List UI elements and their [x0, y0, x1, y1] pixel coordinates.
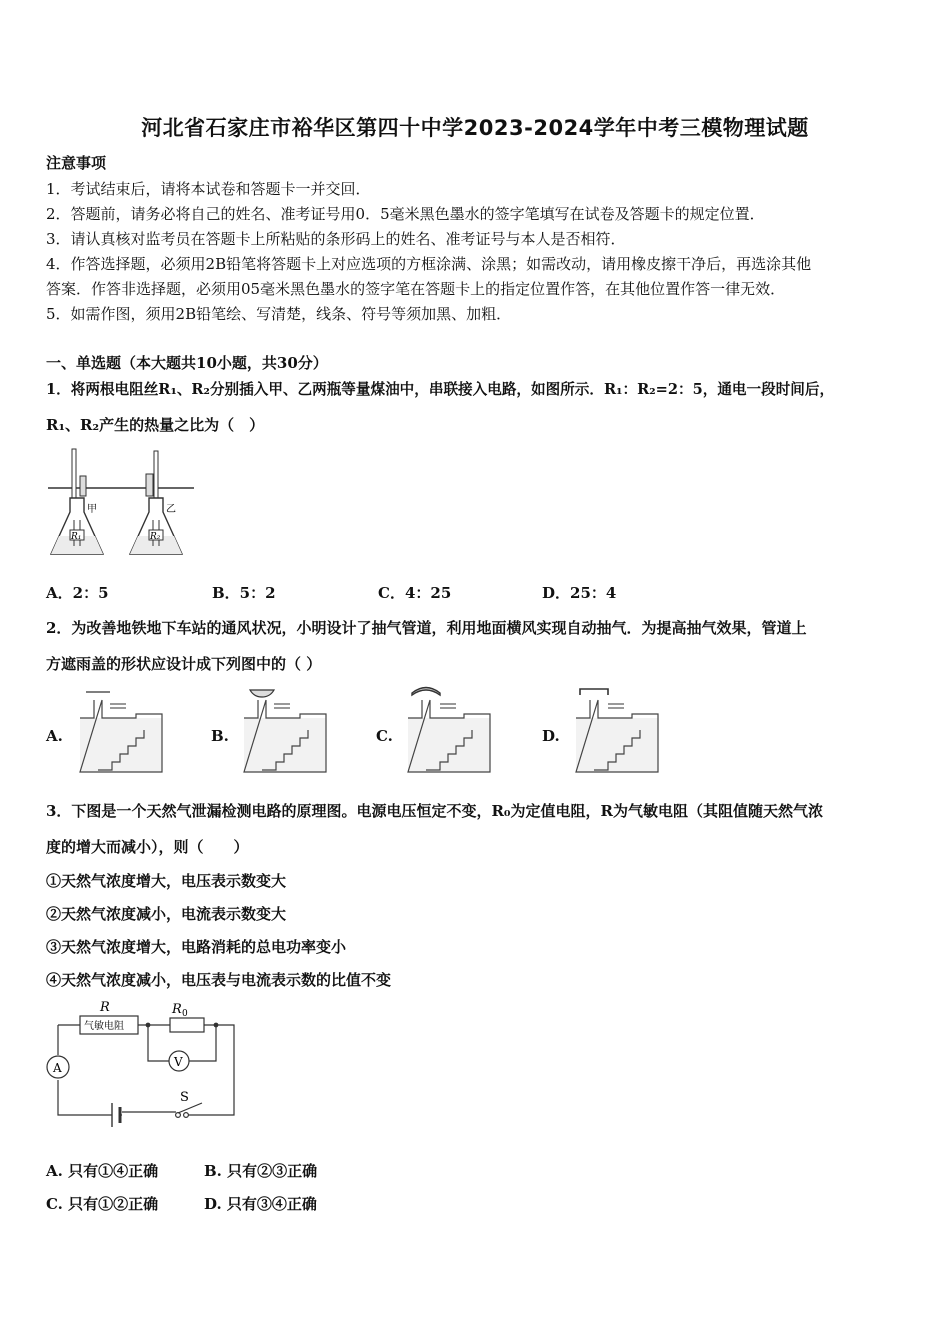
q1-flask-figure — [46, 446, 196, 564]
q2-option-b[interactable]: B. — [211, 727, 229, 745]
q3-r-label: R — [100, 1000, 110, 1015]
q3-statement-3: ③天然气浓度增大，电路消耗的总电功率变小 — [46, 938, 347, 956]
q1-option-d[interactable]: D．25：4 — [542, 584, 617, 602]
q3-r-box-label: 气敏电阻 — [84, 1021, 124, 1032]
q3-statement-4: ④天然气浓度减小，电压表与电流表示数的比值不变 — [46, 971, 392, 989]
q3-stem-line2: 度的增大而减小），则（ ） — [46, 838, 249, 856]
notice-item: 1．考试结束后，请将本试卷和答题卡一并交回． — [46, 180, 371, 198]
notice-item: 4．作答选择题，必须用2B铅笔将答题卡上对应选项的方框涂满、涂黑；如需改动，请用橡皮擦干净后，再选涂其他 — [46, 255, 812, 273]
q3-option-c[interactable]: C. 只有①②正确 — [46, 1195, 159, 1213]
q3-option-b[interactable]: B. 只有②③正确 — [204, 1162, 318, 1180]
notice-item: 2．答题前，请务必将自己的姓名、准考证号用0．5毫米黑色墨水的签字笔填写在试卷及答题卡的规定位置． — [46, 205, 765, 223]
q3-stem-line1: 3．下图是一个天然气泄漏检测电路的原理图。电源电压恒定不变，R₀为定值电阻，R为气敏电阻（其阻值随天然气浓 — [46, 802, 823, 820]
q2-option-d[interactable]: D. — [542, 727, 560, 745]
q2-stem-line1: 2．为改善地铁地下车站的通风状况，小明设计了抽气管道，利用地面横风实现自动抽气．为提高抽气效果，管道上 — [46, 619, 807, 637]
q1-label-r2: R₂ — [150, 532, 161, 542]
q2-option-a[interactable]: A. — [46, 727, 63, 745]
q1-label-r1: R₁ — [71, 532, 82, 542]
q3-ammeter-label: A — [53, 1061, 62, 1075]
q3-option-a[interactable]: A. 只有①④正确 — [46, 1162, 159, 1180]
q1-option-a[interactable]: A．2：5 — [46, 584, 109, 602]
notice-item: 3．请认真核对监考员在答题卡上所粘贴的条形码上的姓名、准考证号与本人是否相符． — [46, 230, 626, 248]
q3-statement-1: ①天然气浓度增大，电压表示数变大 — [46, 872, 287, 890]
q3-circuit-diagram — [44, 995, 240, 1127]
q2-figure-c — [404, 686, 494, 774]
q1-option-c[interactable]: C．4：25 — [378, 584, 452, 602]
q1-label-jia: 甲 — [87, 504, 97, 515]
q2-figure-a — [76, 686, 164, 774]
notice-item: 答案．作答非选择题，必须用05毫米黑色墨水的签字笔在答题卡上的指定位置作答，在其他位置作答一律无效． — [46, 280, 786, 298]
q1-option-b[interactable]: B．5：2 — [212, 584, 276, 602]
q3-r0-subscript: 0 — [182, 1009, 188, 1019]
page-title: 河北省石家庄市裕华区第四十中学2023-2024学年中考三模物理试题 — [141, 116, 809, 140]
q2-figure-d — [572, 686, 662, 774]
notice-heading: 注意事项 — [46, 154, 107, 172]
q2-option-c[interactable]: C. — [376, 727, 393, 745]
q3-option-d[interactable]: D. 只有③④正确 — [204, 1195, 317, 1213]
q2-stem-line2: 方遮雨盖的形状应设计成下列图中的（ ） — [46, 655, 322, 673]
q3-switch-label: S — [180, 1090, 189, 1105]
q1-stem-line2: R₁、R₂产生的热量之比为（ ） — [46, 416, 265, 434]
q2-figure-b — [240, 686, 328, 774]
q1-stem-line1: 1．将两根电阻丝R₁、R₂分别插入甲、乙两瓶等量煤油中，串联接入电路，如图所示．R₁：R₂=2：5，通电一段时间后， — [46, 381, 835, 398]
notice-item: 5．如需作图，须用2B铅笔绘、写清楚，线条、符号等须加黑、加粗． — [46, 305, 512, 323]
q3-r0-label: R — [172, 1002, 182, 1017]
section-heading: 一、单选题（本大题共10小题，共30分） — [46, 354, 328, 372]
q1-label-yi: 乙 — [166, 504, 176, 515]
q3-voltmeter-label: V — [174, 1055, 183, 1069]
q3-statement-2: ②天然气浓度减小，电流表示数变大 — [46, 905, 287, 923]
